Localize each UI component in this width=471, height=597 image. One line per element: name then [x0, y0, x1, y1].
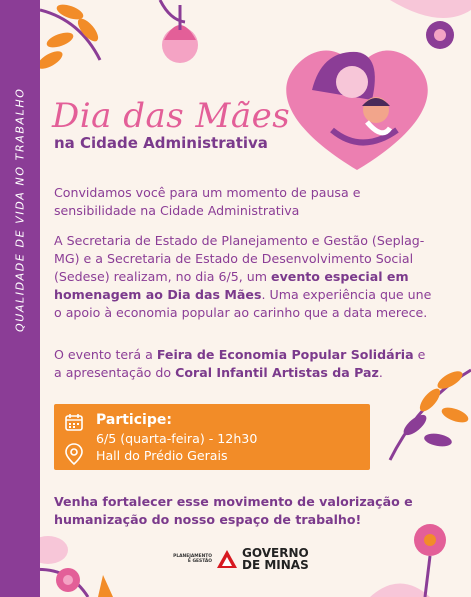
- text-span: O evento terá a: [54, 347, 157, 362]
- location-pin-icon: [64, 443, 84, 465]
- tulip-flower-top: [150, 0, 210, 70]
- flower-illustration-bottom-left: [28, 530, 138, 597]
- highlight-text: Feira de Economia Popular Solidária: [156, 347, 414, 362]
- calendar-icon: [64, 412, 84, 432]
- intro-paragraph: Convidamos você para um momento de pausa e sensibilidade na Cidade Administrativa: [54, 185, 361, 218]
- text-span: .: [378, 365, 383, 380]
- highlight-text: evento especial em homenagem ao Dia das Mães: [54, 269, 409, 302]
- page-title: Dia das Mães: [52, 96, 291, 136]
- logo-government-line: DE MINAS: [242, 558, 309, 572]
- event-date: 6/5 (quarta-feira) - 12h30: [96, 431, 258, 446]
- highlight-text: Coral Infantil Artistas da Paz: [175, 365, 379, 380]
- minas-triangle-logo-icon: [216, 549, 238, 569]
- text-span: A Secretaria de Estado de Planejamento e Gestão (Seplag-MG) e a Secretaria de Estado de Desenvolvimento Social (Sedese) realizam, no dia 6/5, um: [54, 233, 425, 284]
- page-subtitle: na Cidade Administrativa: [54, 134, 268, 152]
- text-span: . Uma experiência que une o apoio à economia popular ao carinho que a data merece.: [54, 287, 432, 320]
- closing-message: Venha fortalecer esse movimento de valorização e humanização do nosso espaço de trabalho!: [54, 494, 413, 527]
- government-logo: [172, 547, 309, 571]
- side-band-label: QUALIDADE DE VIDA NO TRABALHO: [13, 87, 27, 333]
- flower-illustration-top-left: [40, 0, 140, 90]
- logo-department-text: [172, 554, 212, 564]
- program-paragraph: [54, 346, 434, 382]
- logo-government-line: GOVERNO: [242, 546, 309, 560]
- text-span: e a apresentação do: [54, 347, 426, 380]
- event-location: Hall do Prédio Gerais: [96, 448, 228, 463]
- logo-government-text: [242, 547, 309, 571]
- logo-department-line: E GESTÃO: [187, 559, 212, 564]
- mother-child-heart-illustration: [272, 30, 442, 180]
- event-description-paragraph: [54, 232, 434, 322]
- logo-department-line: PLANEJAMENTO: [173, 554, 212, 559]
- event-heading: Participe:: [96, 412, 172, 428]
